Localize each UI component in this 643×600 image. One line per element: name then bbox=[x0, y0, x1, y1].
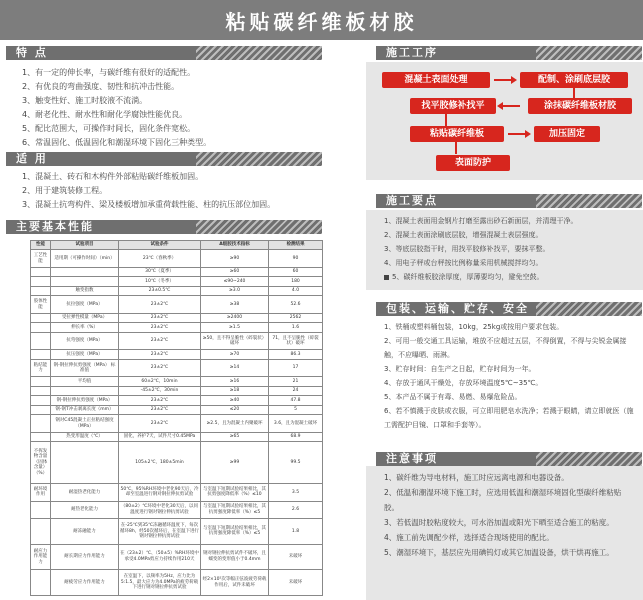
table-cell: 受拉弹性模量（MPa） bbox=[51, 313, 119, 322]
table-cell: 耐疲劳应力作用能力 bbox=[51, 570, 119, 596]
table-cell: 30℃（夏季） bbox=[119, 268, 201, 277]
table-row bbox=[31, 250, 323, 268]
table-cell: 68.9 bbox=[269, 432, 323, 441]
list-item: 2、可用一般交通工具运输，堆放不应超过五层，不得倒置，不得与尖锐金属接触，不应曝晒、雨淋。 bbox=[384, 337, 627, 359]
table-cell: 71，且不呈脆性（碎裂状）破坏 bbox=[269, 332, 323, 350]
table-cell: （80±2）℃环境中老化30天后，以同温度进行钢对钢拉伸抗剪试验 bbox=[119, 501, 201, 519]
table-cell: ≥70 bbox=[201, 350, 269, 359]
table-row bbox=[31, 442, 323, 484]
table-cell: ≥90 bbox=[201, 250, 269, 268]
features-header bbox=[6, 46, 322, 60]
table-cell: ≥38 bbox=[201, 296, 269, 314]
table-cell: 47.8 bbox=[269, 396, 323, 405]
notes-header bbox=[376, 452, 642, 466]
bullet-icon bbox=[384, 275, 389, 280]
table-cell bbox=[31, 286, 51, 295]
table-cell: -45±2℃，30min bbox=[119, 386, 201, 395]
table-cell: 3.6，且为混凝土破坏 bbox=[269, 415, 323, 433]
table-cell: 180 bbox=[269, 277, 323, 286]
table-cell: 60 bbox=[269, 268, 323, 277]
table-header-row bbox=[31, 241, 323, 250]
process-header bbox=[376, 46, 642, 60]
keypoints-list bbox=[384, 214, 577, 284]
list-item: 2、有优良的弯曲强度、韧性和抗冲击性能。 bbox=[22, 82, 180, 91]
table-cell: 耐湿热老化能力 bbox=[51, 484, 119, 502]
list-item: 1、铁桶或塑料桶包装，10kg，25kg或按用户要求包装。 bbox=[384, 323, 564, 331]
list-item: 5、潮湿环境下，基层应先用碘钨灯或其它加温设备，烘干烘再施工。 bbox=[384, 548, 614, 557]
table-cell: ≥65 bbox=[201, 432, 269, 441]
performance-header bbox=[6, 220, 322, 234]
list-item: 5、本产品不属于有毒、易燃、易爆危险品。 bbox=[384, 393, 522, 401]
table-cell: 触变指数 bbox=[51, 286, 119, 295]
connector-line bbox=[455, 142, 457, 154]
list-item: 6、若不慎溅于皮肤或衣服，可立即用肥皂水洗净；若溅于眼睛，请立即就医（施工需配护目镜、口罩和手套等）。 bbox=[384, 407, 634, 429]
table-cell: 与室温下短期试验结果相比，其抗剪强度降低率（%）≤5 bbox=[201, 519, 269, 545]
list-item: 3、混凝土抗弯构件、梁及楼板增加承重荷载性能、柱的抗压部位加固。 bbox=[22, 200, 276, 209]
table-cell: 耐冻融能力 bbox=[51, 519, 119, 545]
page-title: 粘贴碳纤维板材胶 bbox=[225, 10, 418, 34]
table-row bbox=[31, 377, 323, 386]
table-cell: 钢-钢拉伸抗剪强度（MPa） bbox=[51, 396, 119, 405]
table-cell: 检测结果 bbox=[269, 241, 323, 250]
notes-heading: 注意事项 bbox=[386, 452, 438, 465]
list-item: 6、常温固化、低温固化和潮湿环境下固化三种类型。 bbox=[22, 138, 212, 147]
packaging-heading: 包装、运输、贮存、安全 bbox=[386, 302, 529, 315]
table-cell bbox=[31, 323, 51, 332]
table-cell: 21 bbox=[269, 377, 323, 386]
table-cell: ≥18 bbox=[201, 386, 269, 395]
table-cell: 钢对钢拉伸抗剪试件不破坏，且蠕变的变形值小于0.4mm bbox=[201, 544, 269, 570]
flow-step: 加压固定 bbox=[534, 126, 600, 142]
table-cell: 23±2℃ bbox=[119, 415, 201, 433]
list-item: 1、混凝土、砖石和木构件外部粘贴碳纤维板加固。 bbox=[22, 172, 204, 181]
usage-heading: 适 用 bbox=[16, 152, 48, 165]
table-cell: 在室温下，以频率为5Hz，应力比为5:1.5，最大应力为4.0MPa的疲劳荷载下进行钢对钢拉伸抗剪试验 bbox=[119, 570, 201, 596]
table-cell: 试验条件 bbox=[119, 241, 201, 250]
table-row bbox=[31, 570, 323, 596]
table-cell: 伸长率（%） bbox=[51, 323, 119, 332]
table-cell: ≤90~240 bbox=[201, 277, 269, 286]
table-cell: 23±2℃ bbox=[119, 359, 201, 377]
usage-list bbox=[22, 170, 275, 212]
table-cell: 未破坏 bbox=[269, 544, 323, 570]
list-item: 1、碳纤维为导电材料，施工时应远离电源和电器设备。 bbox=[384, 473, 569, 482]
table-row bbox=[31, 350, 323, 359]
connector-line bbox=[445, 114, 447, 126]
list-item: 1、混凝土表面用金钢片打磨至露出砂石新面层，并清理干净。 bbox=[384, 217, 578, 225]
table-cell: 23±2℃ bbox=[119, 332, 201, 350]
table-cell bbox=[31, 377, 51, 386]
list-item: 3、等底层胶指干时，用找平胶修补找平，要抹平整。 bbox=[384, 245, 550, 253]
table-cell: 4.0 bbox=[269, 286, 323, 295]
list-item: 3、若低温时胶粘度较大，可水浴加温或阳光下晒至适合施工的粘度。 bbox=[384, 518, 614, 527]
table-cell: 23±2℃ bbox=[119, 323, 201, 332]
table-cell: 热变形温度（℃） bbox=[51, 432, 119, 441]
table-cell bbox=[31, 277, 51, 286]
table-cell: 性能 bbox=[31, 241, 51, 250]
flow-step: 配制、涂刷底层胶 bbox=[520, 72, 628, 88]
table-row bbox=[31, 323, 323, 332]
list-item: 4、存放于通风干燥处，存放环境温度5℃~35℃。 bbox=[384, 379, 543, 387]
table-cell: 粘结能力 bbox=[31, 359, 51, 377]
table-cell bbox=[31, 313, 51, 322]
table-cell: 不挥发物含量（固体含量）（%） bbox=[31, 442, 51, 484]
table-row bbox=[31, 386, 323, 395]
table-row bbox=[31, 277, 323, 286]
table-cell: A级胶技术指标 bbox=[201, 241, 269, 250]
flow-step: 粘贴碳纤维板 bbox=[410, 126, 504, 142]
table-row bbox=[31, 332, 323, 350]
table-row bbox=[31, 405, 323, 414]
table-cell bbox=[51, 386, 119, 395]
table-cell: 90 bbox=[269, 250, 323, 268]
list-item: 2、低温和潮湿环境下施工时，应选用低温和潮湿环境固化型碳纤维粘贴胶。 bbox=[384, 488, 622, 512]
table-cell: ≤20 bbox=[201, 405, 269, 414]
flow-step: 表面防护 bbox=[436, 155, 510, 171]
table-cell: 抗弯强度（MPa） bbox=[51, 332, 119, 350]
features-list bbox=[22, 66, 211, 150]
packaging-list bbox=[384, 320, 636, 432]
flow-step: 涂抹碳纤维板材胶 bbox=[528, 98, 632, 114]
table-cell bbox=[31, 386, 51, 395]
table-cell bbox=[31, 519, 51, 545]
table-cell: ≥60 bbox=[201, 268, 269, 277]
table-cell bbox=[31, 405, 51, 414]
table-cell bbox=[31, 415, 51, 433]
process-heading: 施工工序 bbox=[386, 46, 438, 59]
notes-list bbox=[384, 470, 634, 560]
table-row bbox=[31, 544, 323, 570]
table-cell: 3.5 bbox=[269, 484, 323, 502]
table-cell: 86.3 bbox=[269, 350, 323, 359]
table-cell: 50℃，95%RH环境中老化90天后，冷却至室温进行钢对钢拉伸抗剪试验 bbox=[119, 484, 201, 502]
table-cell: ≥40 bbox=[201, 396, 269, 405]
table-cell bbox=[31, 570, 51, 596]
table-cell: 2.6 bbox=[269, 501, 323, 519]
flow-step: 混凝土表面处理 bbox=[382, 72, 490, 88]
list-item: 3、触变性好、施工时胶液不流淌。 bbox=[22, 96, 148, 105]
flow-step: 找平胶修补找平 bbox=[410, 98, 496, 114]
connector-line bbox=[573, 88, 575, 98]
table-cell: 耐环境作用 bbox=[31, 484, 51, 502]
table-cell: 试验项目 bbox=[51, 241, 119, 250]
table-cell: ≥16 bbox=[201, 377, 269, 386]
title-banner bbox=[0, 0, 643, 40]
table-cell: 1.8 bbox=[269, 519, 323, 545]
performance-table bbox=[30, 240, 323, 596]
packaging-header bbox=[376, 302, 642, 316]
table-cell bbox=[31, 332, 51, 350]
table-cell: 23±2℃ bbox=[119, 350, 201, 359]
table-row bbox=[31, 359, 323, 377]
table-cell: 耐应力作用能力 bbox=[31, 544, 51, 570]
features-heading: 特 点 bbox=[16, 46, 48, 59]
arrow-icon bbox=[508, 133, 526, 135]
table-cell: 胶体性能 bbox=[31, 296, 51, 314]
table-cell: 105±2℃，180±5min bbox=[119, 442, 201, 484]
table-cell: ≥99 bbox=[201, 442, 269, 484]
table-cell: 23±2℃ bbox=[119, 405, 201, 414]
table-row bbox=[31, 313, 323, 322]
table-row bbox=[31, 484, 323, 502]
table-cell: 抗压强度（MPa） bbox=[51, 350, 119, 359]
table-cell: ≥2.5，且为混凝土内聚破坏 bbox=[201, 415, 269, 433]
table-cell: 17 bbox=[269, 359, 323, 377]
table-row bbox=[31, 415, 323, 433]
table-cell: 60±2℃，10min bbox=[119, 377, 201, 386]
table-cell: 23±2℃ bbox=[119, 396, 201, 405]
table-cell bbox=[31, 501, 51, 519]
table-row bbox=[31, 296, 323, 314]
table-cell: 抗拉强度（MPa） bbox=[51, 296, 119, 314]
table-cell: 5 bbox=[269, 405, 323, 414]
table-cell: ≥3.0 bbox=[201, 286, 269, 295]
table-cell: 在（23±2）℃、（50±5）%RH环境中承受4.0MPa剪应力持续作用210天 bbox=[119, 544, 201, 570]
table-cell: 平均值 bbox=[51, 377, 119, 386]
list-item: 5、配比范围大，可操作时间长，固化条件宽松。 bbox=[22, 124, 196, 133]
keypoints-heading: 施工要点 bbox=[386, 194, 438, 207]
table-cell bbox=[51, 442, 119, 484]
list-item: 5、碳纤维板胶涂厚度，厚薄要均匀，避免空鼓。 bbox=[384, 270, 577, 284]
keypoints-header bbox=[376, 194, 642, 208]
table-cell: 23±2℃ bbox=[119, 296, 201, 314]
table-row bbox=[31, 501, 323, 519]
table-cell: 1.6 bbox=[269, 323, 323, 332]
table-cell: ≥1.5 bbox=[201, 323, 269, 332]
list-item: 4、耐老化性、耐水性和耐化学腐蚀性能优良。 bbox=[22, 110, 188, 119]
table-cell bbox=[51, 277, 119, 286]
table-cell: ≥50，且不得呈脆性（碎裂状）破坏 bbox=[201, 332, 269, 350]
table-cell bbox=[31, 350, 51, 359]
table-cell: 未破坏 bbox=[269, 570, 323, 596]
list-item: 2、混凝土表面涂刷底层胶，增强混凝土表层强度。 bbox=[384, 231, 543, 239]
table-cell: ≥2400 bbox=[201, 313, 269, 322]
table-cell: 经2×10⁵次等幅正弦波疲劳荷载作用后，试件未破坏 bbox=[201, 570, 269, 596]
table-cell bbox=[31, 396, 51, 405]
table-row bbox=[31, 286, 323, 295]
table-cell: 23±2℃ bbox=[119, 313, 201, 322]
usage-header bbox=[6, 152, 322, 166]
table-cell bbox=[31, 268, 51, 277]
table-cell: 工艺性能 bbox=[31, 250, 51, 268]
table-cell bbox=[31, 432, 51, 441]
table-cell: 2562 bbox=[269, 313, 323, 322]
table-cell: 固化，养护7天，试件尺寸0.45MPa bbox=[119, 432, 201, 441]
table-cell: 与室温下短期试验结果相比，其抗剪强度降低率（%）≤10 bbox=[201, 484, 269, 502]
table-cell: 钢对C45混凝土正拉粘结强度（MPa） bbox=[51, 415, 119, 433]
table-cell: 钢-钢拉伸抗剪强度（MPa） 标准值 bbox=[51, 359, 119, 377]
table-row bbox=[31, 432, 323, 441]
table-cell: 钢-钢T冲击剥离长度（mm） bbox=[51, 405, 119, 414]
table-cell: 耐长期应力作用能力 bbox=[51, 544, 119, 570]
arrow-icon bbox=[502, 105, 520, 107]
table-row bbox=[31, 396, 323, 405]
table-row bbox=[31, 268, 323, 277]
table-cell: 耐热老化能力 bbox=[51, 501, 119, 519]
table-cell: 10℃（冬季） bbox=[119, 277, 201, 286]
table-cell: 适用期（可操作时间）（min） bbox=[51, 250, 119, 268]
list-item: 4、用电子秤或台秤按比例称量采用机械搅拌均匀。 bbox=[384, 259, 543, 267]
table-cell: 99.5 bbox=[269, 442, 323, 484]
table-cell: 在-25℃到35℃冻融循环温度下，每次循环8h，经50次循环后，在室温下进行钢对钢拉伸抗剪试验 bbox=[119, 519, 201, 545]
table-cell: 23±0.5℃ bbox=[119, 286, 201, 295]
table-cell: 23℃（春秋季） bbox=[119, 250, 201, 268]
table-cell: ≥14 bbox=[201, 359, 269, 377]
table-cell bbox=[51, 268, 119, 277]
list-item: 2、用于建筑装修工程。 bbox=[22, 186, 108, 195]
performance-heading: 主要基本性能 bbox=[16, 220, 94, 233]
table-cell: 52.6 bbox=[269, 296, 323, 314]
table-cell: 24 bbox=[269, 386, 323, 395]
arrow-icon bbox=[494, 79, 512, 81]
list-item: 1、有一定的伸长率，与碳纤维有很好的适配性。 bbox=[22, 68, 196, 77]
table-row bbox=[31, 519, 323, 545]
list-item: 4、施工前先调配少样，选择适合现场使用的配比。 bbox=[384, 533, 554, 542]
table-cell: 与室温下短期试验结果相比，其抗剪强度降低率（%）≤5 bbox=[201, 501, 269, 519]
list-item: 3、贮存时间：自生产之日起，贮存时间为一年。 bbox=[384, 365, 536, 373]
